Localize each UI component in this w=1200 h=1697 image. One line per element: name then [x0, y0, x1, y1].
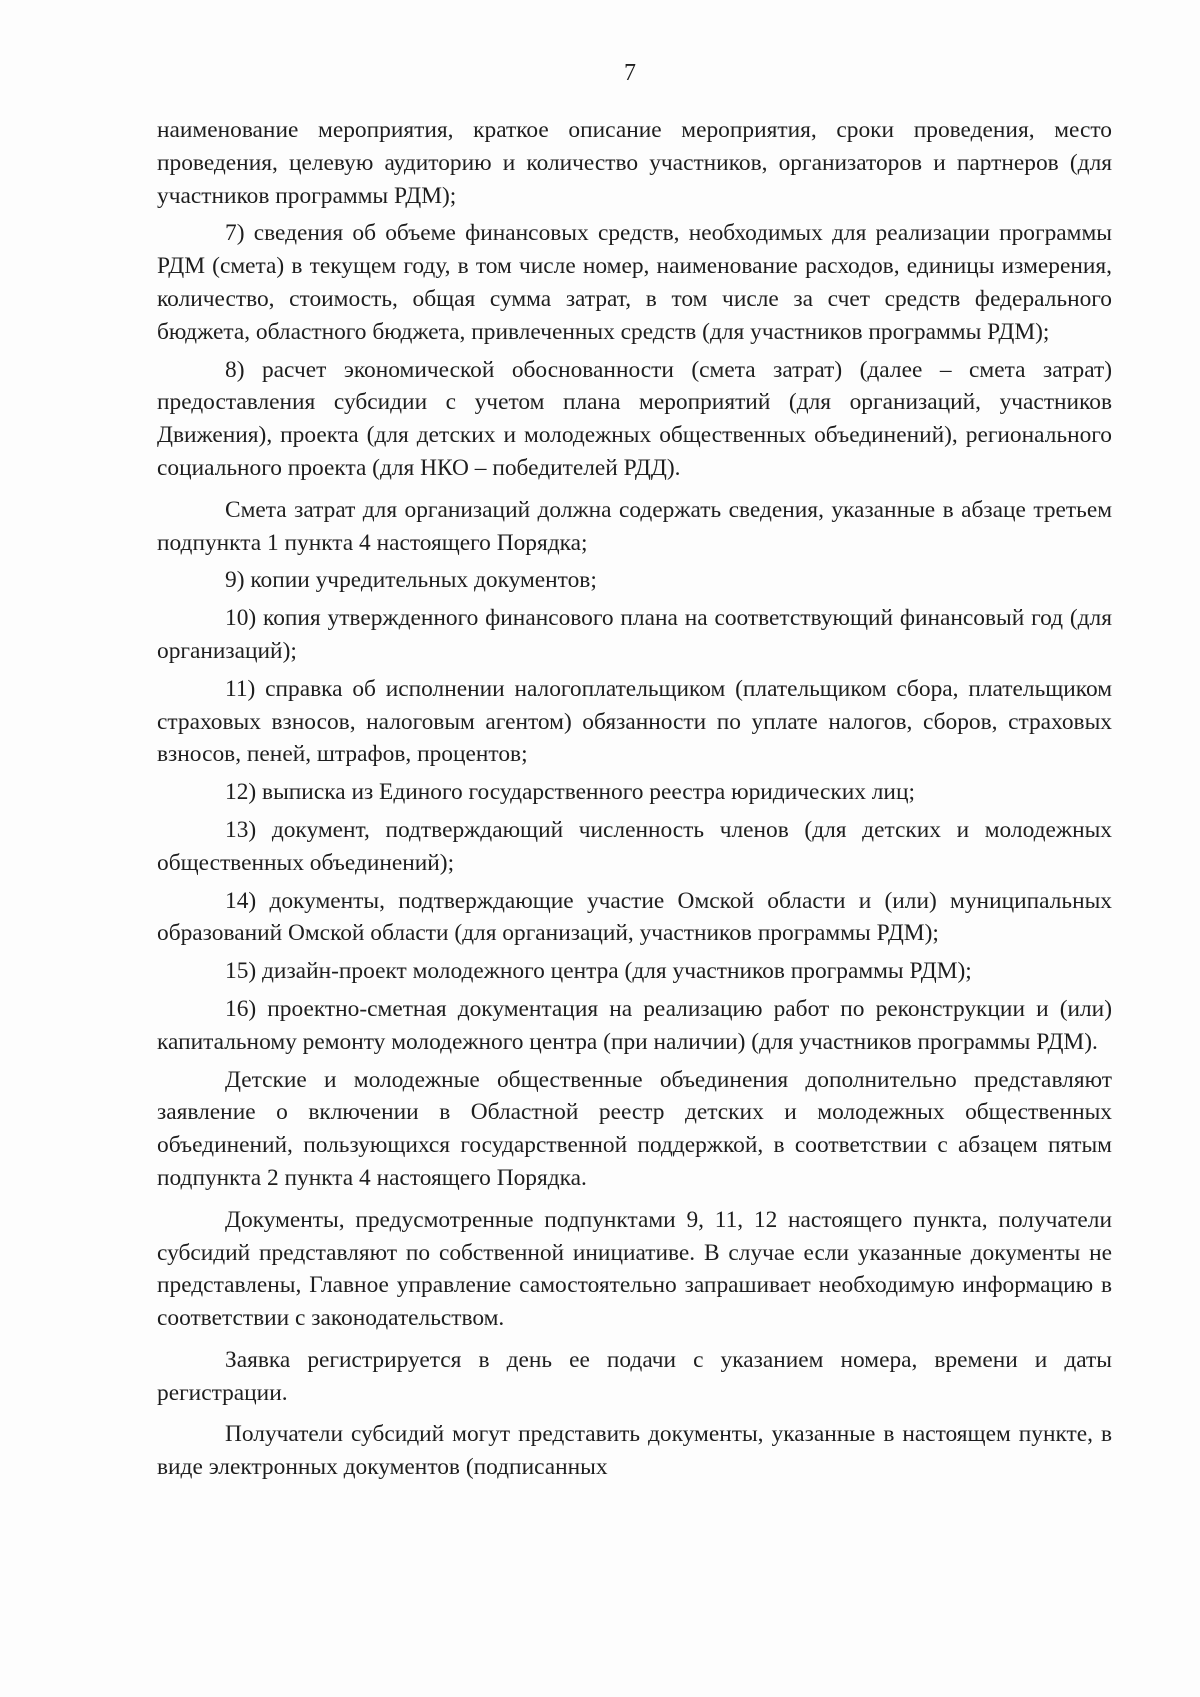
paragraph-item-7: 7) сведения об объеме финансовых средств, необходимых для реализации программы РДМ (смета) в текущем году, в том числе номер, наименование расходов, единицы измерения, количество, стоимость, общая сумма затрат, в том числе за счет средств федерального бюджета, областного бюджета, привлеченных средств (для участников программы РДМ);: [157, 220, 1112, 345]
paragraph-item-12: 12) выписка из Единого государственного реестра юридических лиц;: [225, 779, 915, 806]
paragraph-item-9: 9) копии учредительных документов;: [225, 567, 597, 594]
paragraph-documents: Документы, предусмотренные подпунктами 9, 11, 12 настоящего пункта, получатели субсидий представляют по собственной инициативе. В случае если указанные документы не представлены, Главное управление самостоятельно запрашивает необходимую информацию в соответствии с законодательством.: [157, 1206, 1112, 1332]
document-body: [157, 114, 1112, 1484]
paragraph-associations: Детские и молодежные общественные объединения дополнительно представляют заявление о включении в Областной реестр детских и молодежных общественных объединений, пользующихся государственной поддержкой, в соответствии с абзацем пятым подпункта 2 пункта 4 настоящего Порядка.: [157, 1066, 1112, 1191]
paragraph-item-13: 13) документ, подтверждающий численность членов (для детских и молодежных общественных объединений);: [157, 816, 1112, 876]
paragraph-item-11: 11) справка об исполнении налогоплательщиком (плательщиком сбора, плательщиком страховых взносов, налоговым агентом) обязанности по уплате налогов, сборов, страховых взносов, пеней, штрафов, процентов;: [157, 675, 1112, 768]
paragraph-registration: Заявка регистрируется в день ее подачи с указанием номера, времени и даты регистрации.: [157, 1346, 1112, 1406]
paragraph-item-16: 16) проектно-сметная документация на реализацию работ по реконструкции и (или) капитальному ремонту молодежного центра (при наличии) (для участников программы РДМ).: [157, 995, 1112, 1055]
paragraph-item-8: 8) расчет экономической обоснованности (смета затрат) (далее – смета затрат) предоставления субсидии с учетом плана мероприятий (для организаций, участников Движения), проекта (для детских и молодежных общественных объединений), регионального социального проекта (для НКО – победителей РДД).: [157, 356, 1112, 481]
paragraph-item-15: 15) дизайн-проект молодежного центра (для участников программы РДМ);: [225, 958, 972, 985]
paragraph-continuation: наименование мероприятия, краткое описание мероприятия, сроки проведения, место проведения, целевую аудиторию и количество участников, организаторов и партнеров (для участников программы РДМ);: [157, 117, 1112, 209]
paragraph-item-10: 10) копия утвержденного финансового плана на соответствующий финансовый год (для организаций);: [157, 605, 1112, 664]
paragraph-estimate-note: Смета затрат для организаций должна содержать сведения, указанные в абзаце третьем подпункта 1 пункта 4 настоящего Порядка;: [157, 496, 1112, 556]
paragraph-item-14: 14) документы, подтверждающие участие Омской области и (или) муниципальных образований Омской области (для организаций, участников программы РДМ);: [157, 887, 1112, 947]
page-number: 7: [624, 60, 636, 86]
paragraph-electronic: Получатели субсидий могут представить документы, указанные в настоящем пункте, в виде электронных документов (подписанных: [157, 1421, 1112, 1481]
